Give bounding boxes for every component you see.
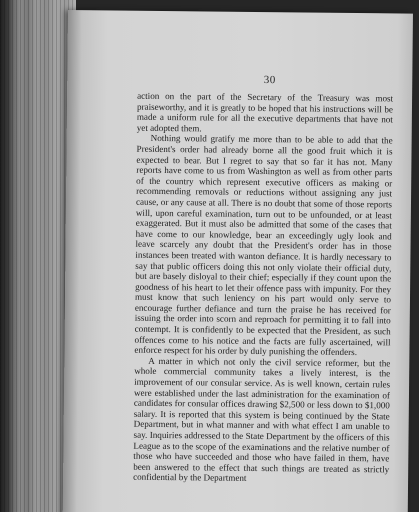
book-page — [63, 10, 413, 512]
page-number: 30 — [263, 74, 276, 87]
paragraph-3: A matter in which not only the civil service reformer, but the whole commercial community takes a lively interest, is the improvement of our consular service. As is well known, certain rules were established under the last administration for the examination of candidates for consular offices drawing $2,500 or less down to $1,000 salary. It is reported that this system is being continued by the State Department, but in what manner and with what effect I am unable to say. Inquiries addressed to the State Department by the officers of this League as to the scope of the examinations and the relative number of those who have succeeded and those who have failed in them, have been answered to the effect that such things are treated as strictly confidential by the Department — [133, 355, 391, 484]
paragraph-1: action on the part of the Secretary of the Treasury was most praiseworthy, and it is greatly to be hoped that his instructions will be made a uniform rule for all the executive departments that have not yet adopted them. — [136, 90, 394, 134]
body-text — [133, 91, 393, 486]
paragraph-2: Nothing would gratify me more than to be able to add that the President's order had already borne all the good fruit which it is expected to bear. But I regret to say that so far it has not. Many reports have come to us from Washington as well as from other parts of the country which represent executive officers as making or recommending removals or reductions without assigning any just cause, or any cause at all. There is no doubt that some of those reports will, upon careful examination, turn out to be unfounded, or at least exaggerated. But it must also be admitted that some of the cases that have come to our knowledge, bear an exceedingly ugly look and leave scarcely any doubt that the President's order has in those instances been treated with wanton defiance. It is hardly necessary to say that public officers doing this not only violate their official duty, but are basely disloyal to their chief; especially if they count upon the goodness of his heart to let their offence pass with impunity. For they must know that such leniency on his part would only serve to encourage further defiance and turn the praise he has received for issuing the order into scorn and reproach for permitting it to fall into contempt. It is confidently to be expected that the President, as such offences come to his notice and the facts are fully ascertained, will enforce respect for his order by duly punishing the offenders. — [134, 133, 393, 358]
